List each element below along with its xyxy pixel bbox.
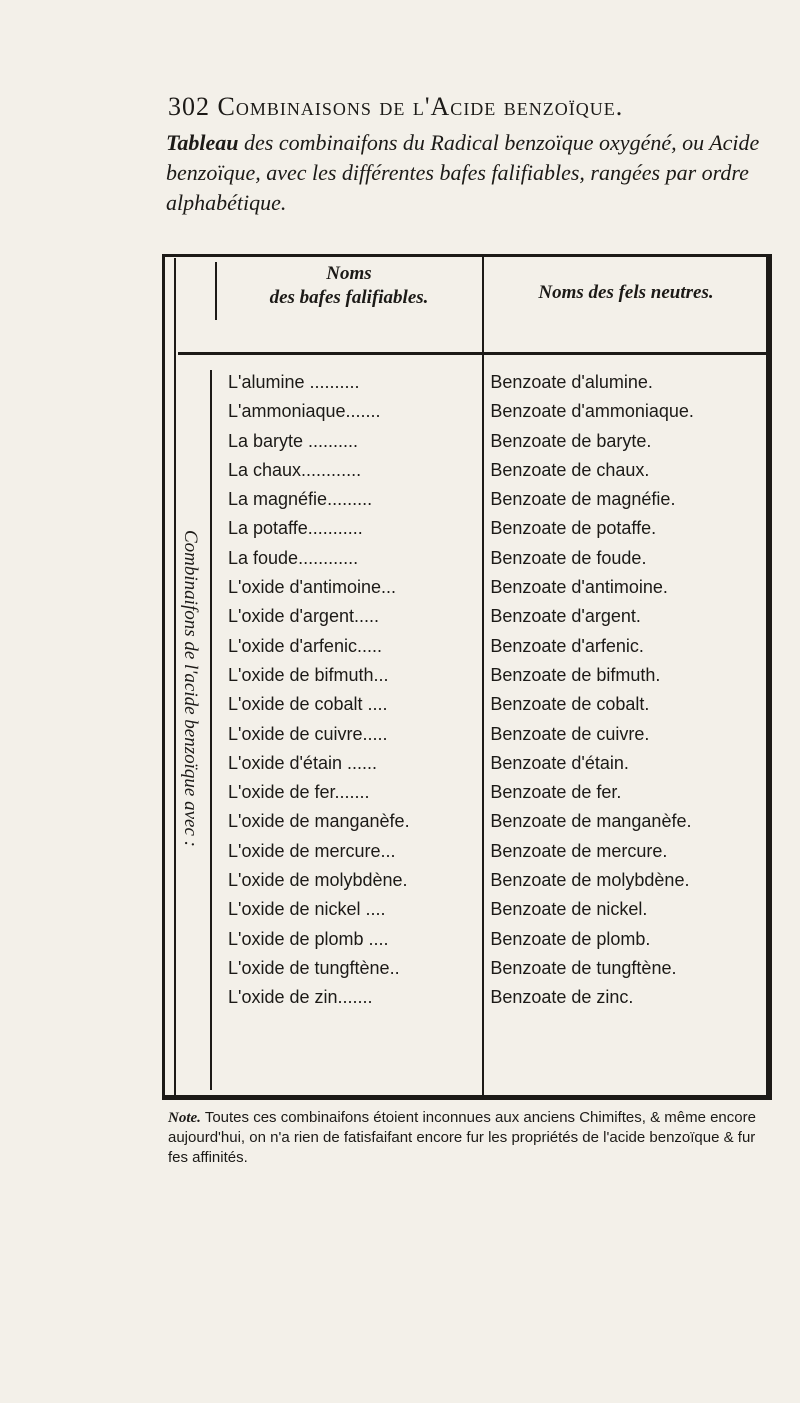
table-row	[228, 749, 768, 778]
base-name-cell: L'oxide d'étain ......	[228, 752, 377, 773]
base-name-cell: L'oxide de fer.......	[228, 782, 370, 803]
salt-name-cell: Benzoate d'étain.	[490, 752, 629, 773]
salt-name-cell: Benzoate de bifmuth.	[490, 664, 661, 685]
salt-name-cell: Benzoate d'antimoine.	[490, 577, 668, 598]
base-name-cell: L'oxide de tungftène..	[228, 957, 400, 978]
base-name-cell: La potaffe...........	[228, 518, 363, 539]
base-name-cell: L'oxide de plomb ....	[228, 928, 389, 949]
table-body	[228, 368, 768, 1013]
base-name-cell: La magnéfie.........	[228, 489, 373, 510]
running-head-title: Combinaisons de l'Acide benzoïque.	[217, 92, 624, 121]
table-row	[228, 368, 768, 397]
table-row	[228, 866, 768, 895]
page-number: 302	[168, 92, 210, 121]
column-header-bases	[216, 262, 482, 310]
table-row	[228, 954, 768, 983]
base-name-cell: La baryte ..........	[228, 430, 359, 451]
base-name-cell: L'oxide d'antimoine...	[228, 577, 396, 598]
table-row	[228, 397, 768, 426]
salt-name-cell: Benzoate de tungftène.	[490, 957, 677, 978]
footnote-text: Toutes ces combinaifons étoient inconnues aux anciens Chimiftes, & même encore aujourd'hui, on n'a rien de fatisfaifant encore fur les propriétés de l'acide benzoïque & fur fes affinités.	[168, 1109, 756, 1166]
base-name-cell: L'oxide de cobalt ....	[228, 694, 388, 715]
base-name-cell: L'oxide de nickel ....	[228, 899, 386, 920]
salt-name-cell: Benzoate de magnéfie.	[490, 489, 676, 510]
table-row	[228, 837, 768, 866]
table-row	[228, 661, 768, 690]
salt-name-cell: Benzoate de cobalt.	[490, 694, 650, 715]
side-label	[174, 530, 210, 1050]
salt-name-cell: Benzoate d'alumine.	[490, 372, 653, 392]
table-row	[228, 573, 768, 602]
base-name-cell: L'oxide de mercure...	[228, 840, 396, 861]
salt-name-cell: Benzoate de fer.	[490, 782, 622, 803]
table-row	[228, 983, 768, 1012]
table-row	[228, 602, 768, 631]
salt-name-cell: Benzoate de chaux.	[490, 459, 650, 480]
table-title	[166, 128, 776, 218]
base-name-cell: L'oxide d'argent.....	[228, 606, 379, 627]
table-row	[228, 485, 768, 514]
base-name-cell: L'oxide de bifmuth...	[228, 664, 389, 685]
base-name-cell: La chaux............	[228, 459, 362, 480]
table-row	[228, 690, 768, 719]
base-name-cell: L'alumine ..........	[228, 372, 360, 392]
header-underline	[178, 352, 766, 355]
table-row	[228, 427, 768, 456]
column-header-bases-line1: Noms	[326, 263, 372, 284]
table-row	[228, 895, 768, 924]
base-name-cell: L'oxide de zin.......	[228, 987, 373, 1008]
table-row	[228, 778, 768, 807]
column-header-salts: Noms des fels neutres.	[538, 282, 714, 303]
column-header-bases-line2: des bafes falifiables.	[269, 287, 429, 308]
salt-name-cell: Benzoate de zinc.	[490, 987, 634, 1008]
base-name-cell: L'oxide d'arfenic.....	[228, 635, 382, 656]
table-row	[228, 632, 768, 661]
table-row	[228, 720, 768, 749]
salt-name-cell: Benzoate de mercure.	[490, 840, 668, 861]
footnote-lead: Note.	[168, 1110, 201, 1126]
salt-name-cell: Benzoate de manganèfe.	[490, 811, 692, 832]
running-head	[168, 92, 768, 122]
salt-name-cell: Benzoate de baryte.	[490, 430, 652, 451]
side-label-text: Combinaifons de l'acide benzoïque avec :	[180, 530, 201, 847]
base-name-cell: L'oxide de molybdène.	[228, 870, 408, 891]
table-row	[228, 456, 768, 485]
table-row	[228, 514, 768, 543]
salt-name-cell: Benzoate d'argent.	[490, 606, 641, 627]
base-name-cell: L'oxide de cuivre.....	[228, 723, 388, 744]
salt-name-cell: Benzoate de foude.	[490, 547, 647, 568]
footnote	[168, 1108, 778, 1168]
base-name-cell: La foude............	[228, 547, 359, 568]
salt-name-cell: Benzoate d'ammoniaque.	[490, 401, 694, 422]
table-row	[228, 544, 768, 573]
salt-name-cell: Benzoate de nickel.	[490, 899, 648, 920]
salt-name-cell: Benzoate d'arfenic.	[490, 635, 644, 656]
title-lead-word: Tableau	[166, 130, 239, 155]
salt-name-cell: Benzoate de plomb.	[490, 928, 651, 949]
base-name-cell: L'ammoniaque.......	[228, 401, 381, 422]
brace	[210, 370, 220, 1090]
base-name-cell: L'oxide de manganèfe.	[228, 811, 410, 832]
title-text: des combinaifons du Radical benzoïque oxygéné, ou Acide benzoïque, avec les différentes bafes falifiables, rangées par ordre alphabétique.	[166, 130, 760, 215]
salt-name-cell: Benzoate de cuivre.	[490, 723, 650, 744]
salt-name-cell: Benzoate de potaffe.	[490, 518, 657, 539]
salt-name-cell: Benzoate de molybdène.	[490, 870, 690, 891]
table-row	[228, 807, 768, 836]
table-row	[228, 925, 768, 954]
